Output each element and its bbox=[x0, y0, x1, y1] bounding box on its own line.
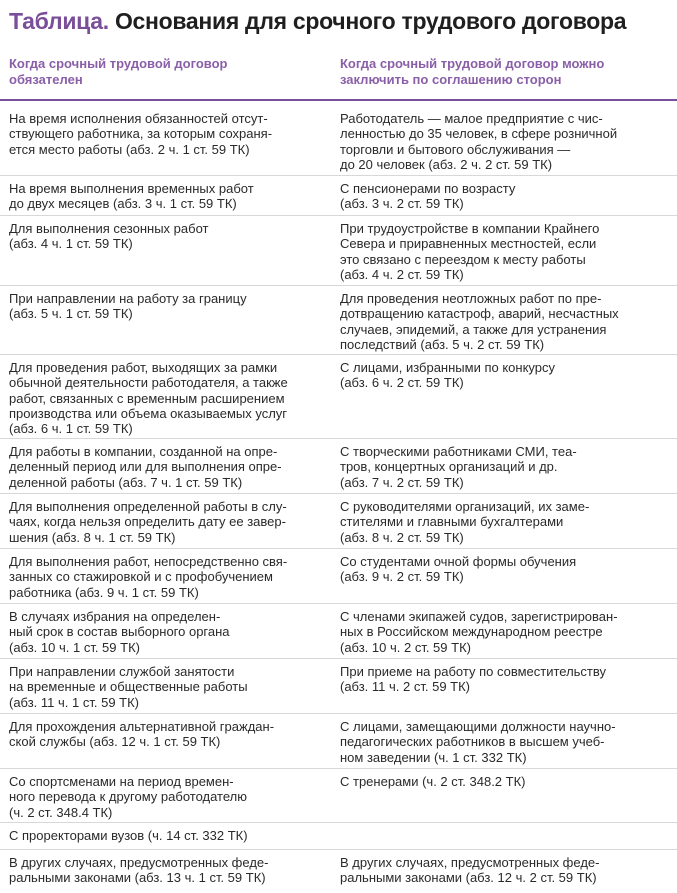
table-row bbox=[0, 215, 677, 286]
mandatory-cell: Со спортсменами на период времен- ного перевода к другому работодателю (ч. 2 ст. 348.4 ТК) bbox=[9, 774, 247, 820]
mandatory-cell: Для прохождения альтернативной граждан- ской службы (абз. 12 ч. 1 ст. 59 ТК) bbox=[9, 719, 275, 750]
agreement-cell: С пенсионерами по возрасту (абз. 3 ч. 2 ст. 59 ТК) bbox=[340, 181, 516, 212]
table-title bbox=[9, 8, 626, 35]
mandatory-cell: Для выполнения сезонных работ (абз. 4 ч. 1 ст. 59 ТК) bbox=[9, 221, 209, 252]
table-row bbox=[0, 603, 677, 659]
mandatory-cell: При направлении службой занятости на временные и общественные работы (абз. 11 ч. 1 ст. 59 ТК) bbox=[9, 664, 248, 710]
mandatory-cell: Для выполнения определенной работы в слу- чаях, когда нельзя определить дату ее завер- шения (абз. 8 ч. 1 ст. 59 ТК) bbox=[9, 499, 287, 545]
table-row bbox=[0, 438, 677, 494]
agreement-cell: Работодатель — малое предприятие с чис- ленностью до 35 человек, в сфере розничной торговли и бытового обслуживания — до 20 человек (абз. 2 ч. 2 ст. 59 ТК) bbox=[340, 111, 618, 172]
table-row bbox=[0, 822, 677, 850]
agreement-cell: С членами экипажей судов, зарегистрирован- ных в Российском международном реестре (абз. 10 ч. 2 ст. 59 ТК) bbox=[340, 609, 618, 655]
column-header-mandatory: Когда срочный трудовой договор обязателен bbox=[9, 56, 228, 87]
table-title-prefix: Таблица. bbox=[9, 8, 109, 34]
table-header bbox=[0, 56, 677, 101]
table-row bbox=[0, 658, 677, 714]
mandatory-cell: Для работы в компании, созданной на опре- деленный период или для выполнения опре- деленной работы (абз. 7 ч. 1 ст. 59 ТК) bbox=[9, 444, 282, 490]
mandatory-cell: В случаях избрания на определен- ный срок в состав выборного органа (абз. 10 ч. 1 ст. 59 ТК) bbox=[9, 609, 230, 655]
agreement-cell: При приеме на работу по совместительству (абз. 11 ч. 2 ст. 59 ТК) bbox=[340, 664, 607, 695]
agreement-cell: С руководителями организаций, их заме- стителями и главными бухгалтерами (абз. 8 ч. 2 ст. 59 ТК) bbox=[340, 499, 590, 545]
agreement-cell: В других случаях, предусмотренных феде- ральными законами (абз. 12 ч. 2 ст. 59 ТК) bbox=[340, 855, 600, 886]
column-header-by-agreement: Когда срочный трудовой договор можно заключить по соглашению сторон bbox=[340, 56, 605, 87]
table-row bbox=[0, 713, 677, 769]
table-row bbox=[0, 106, 677, 174]
mandatory-cell: С проректорами вузов (ч. 14 ст. 332 ТК) bbox=[9, 828, 248, 843]
mandatory-cell: На время исполнения обязанностей отсут- ствующего работника, за которым сохраня- ется место работы (абз. 2 ч. 1 ст. 59 ТК) bbox=[9, 111, 273, 157]
mandatory-cell: На время выполнения временных работ до двух месяцев (абз. 3 ч. 1 ст. 59 ТК) bbox=[9, 181, 254, 212]
table-row bbox=[0, 768, 677, 823]
mandatory-cell: Для выполнения работ, непосредственно свя- занных со стажировкой и с профобучением работника (абз. 9 ч. 1 ст. 59 ТК) bbox=[9, 554, 288, 600]
mandatory-cell: Для проведения работ, выходящих за рамки обычной деятельности работодателя, а также работ, связанных с временным расширением производства или объема оказываемых услуг (абз. 6 ч. 1 ст. 59 ТК) bbox=[9, 360, 288, 437]
mandatory-cell: В других случаях, предусмотренных феде- ральными законами (абз. 13 ч. 1 ст. 59 ТК) bbox=[9, 855, 269, 886]
mandatory-cell: При направлении на работу за границу (абз. 5 ч. 1 ст. 59 ТК) bbox=[9, 291, 247, 322]
table-row bbox=[0, 285, 677, 355]
agreement-cell: Со студентами очной формы обучения (абз. 9 ч. 2 ст. 59 ТК) bbox=[340, 554, 577, 585]
table-row bbox=[0, 849, 677, 893]
table-row bbox=[0, 493, 677, 549]
agreement-cell: С лицами, избранными по конкурсу (абз. 6 ч. 2 ст. 59 ТК) bbox=[340, 360, 555, 391]
table-row bbox=[0, 548, 677, 604]
agreement-cell: Для проведения неотложных работ по пре- дотвращению катастроф, аварий, несчастных случаев, эпидемий, а также для устранения последствий (абз. 5 ч. 2 ст. 59 ТК) bbox=[340, 291, 619, 352]
agreement-cell: С лицами, замещающими должности научно- педагогических работников в высшем учеб- ном заведении (ч. 1 ст. 332 ТК) bbox=[340, 719, 616, 765]
agreement-cell: С тренерами (ч. 2 ст. 348.2 ТК) bbox=[340, 774, 526, 789]
table-row bbox=[0, 175, 677, 216]
table-row bbox=[0, 354, 677, 439]
agreement-cell: С творческими работниками СМИ, теа- тров, концертных организаций и др. (абз. 7 ч. 2 ст. 59 ТК) bbox=[340, 444, 577, 490]
table-title-text: Основания для срочного трудового договора bbox=[108, 8, 627, 34]
agreement-cell: При трудоустройстве в компании Крайнего Севера и приравненных местностей, если это связано с переездом к месту работы (абз. 4 ч. 2 ст. 59 ТК) bbox=[340, 221, 600, 282]
